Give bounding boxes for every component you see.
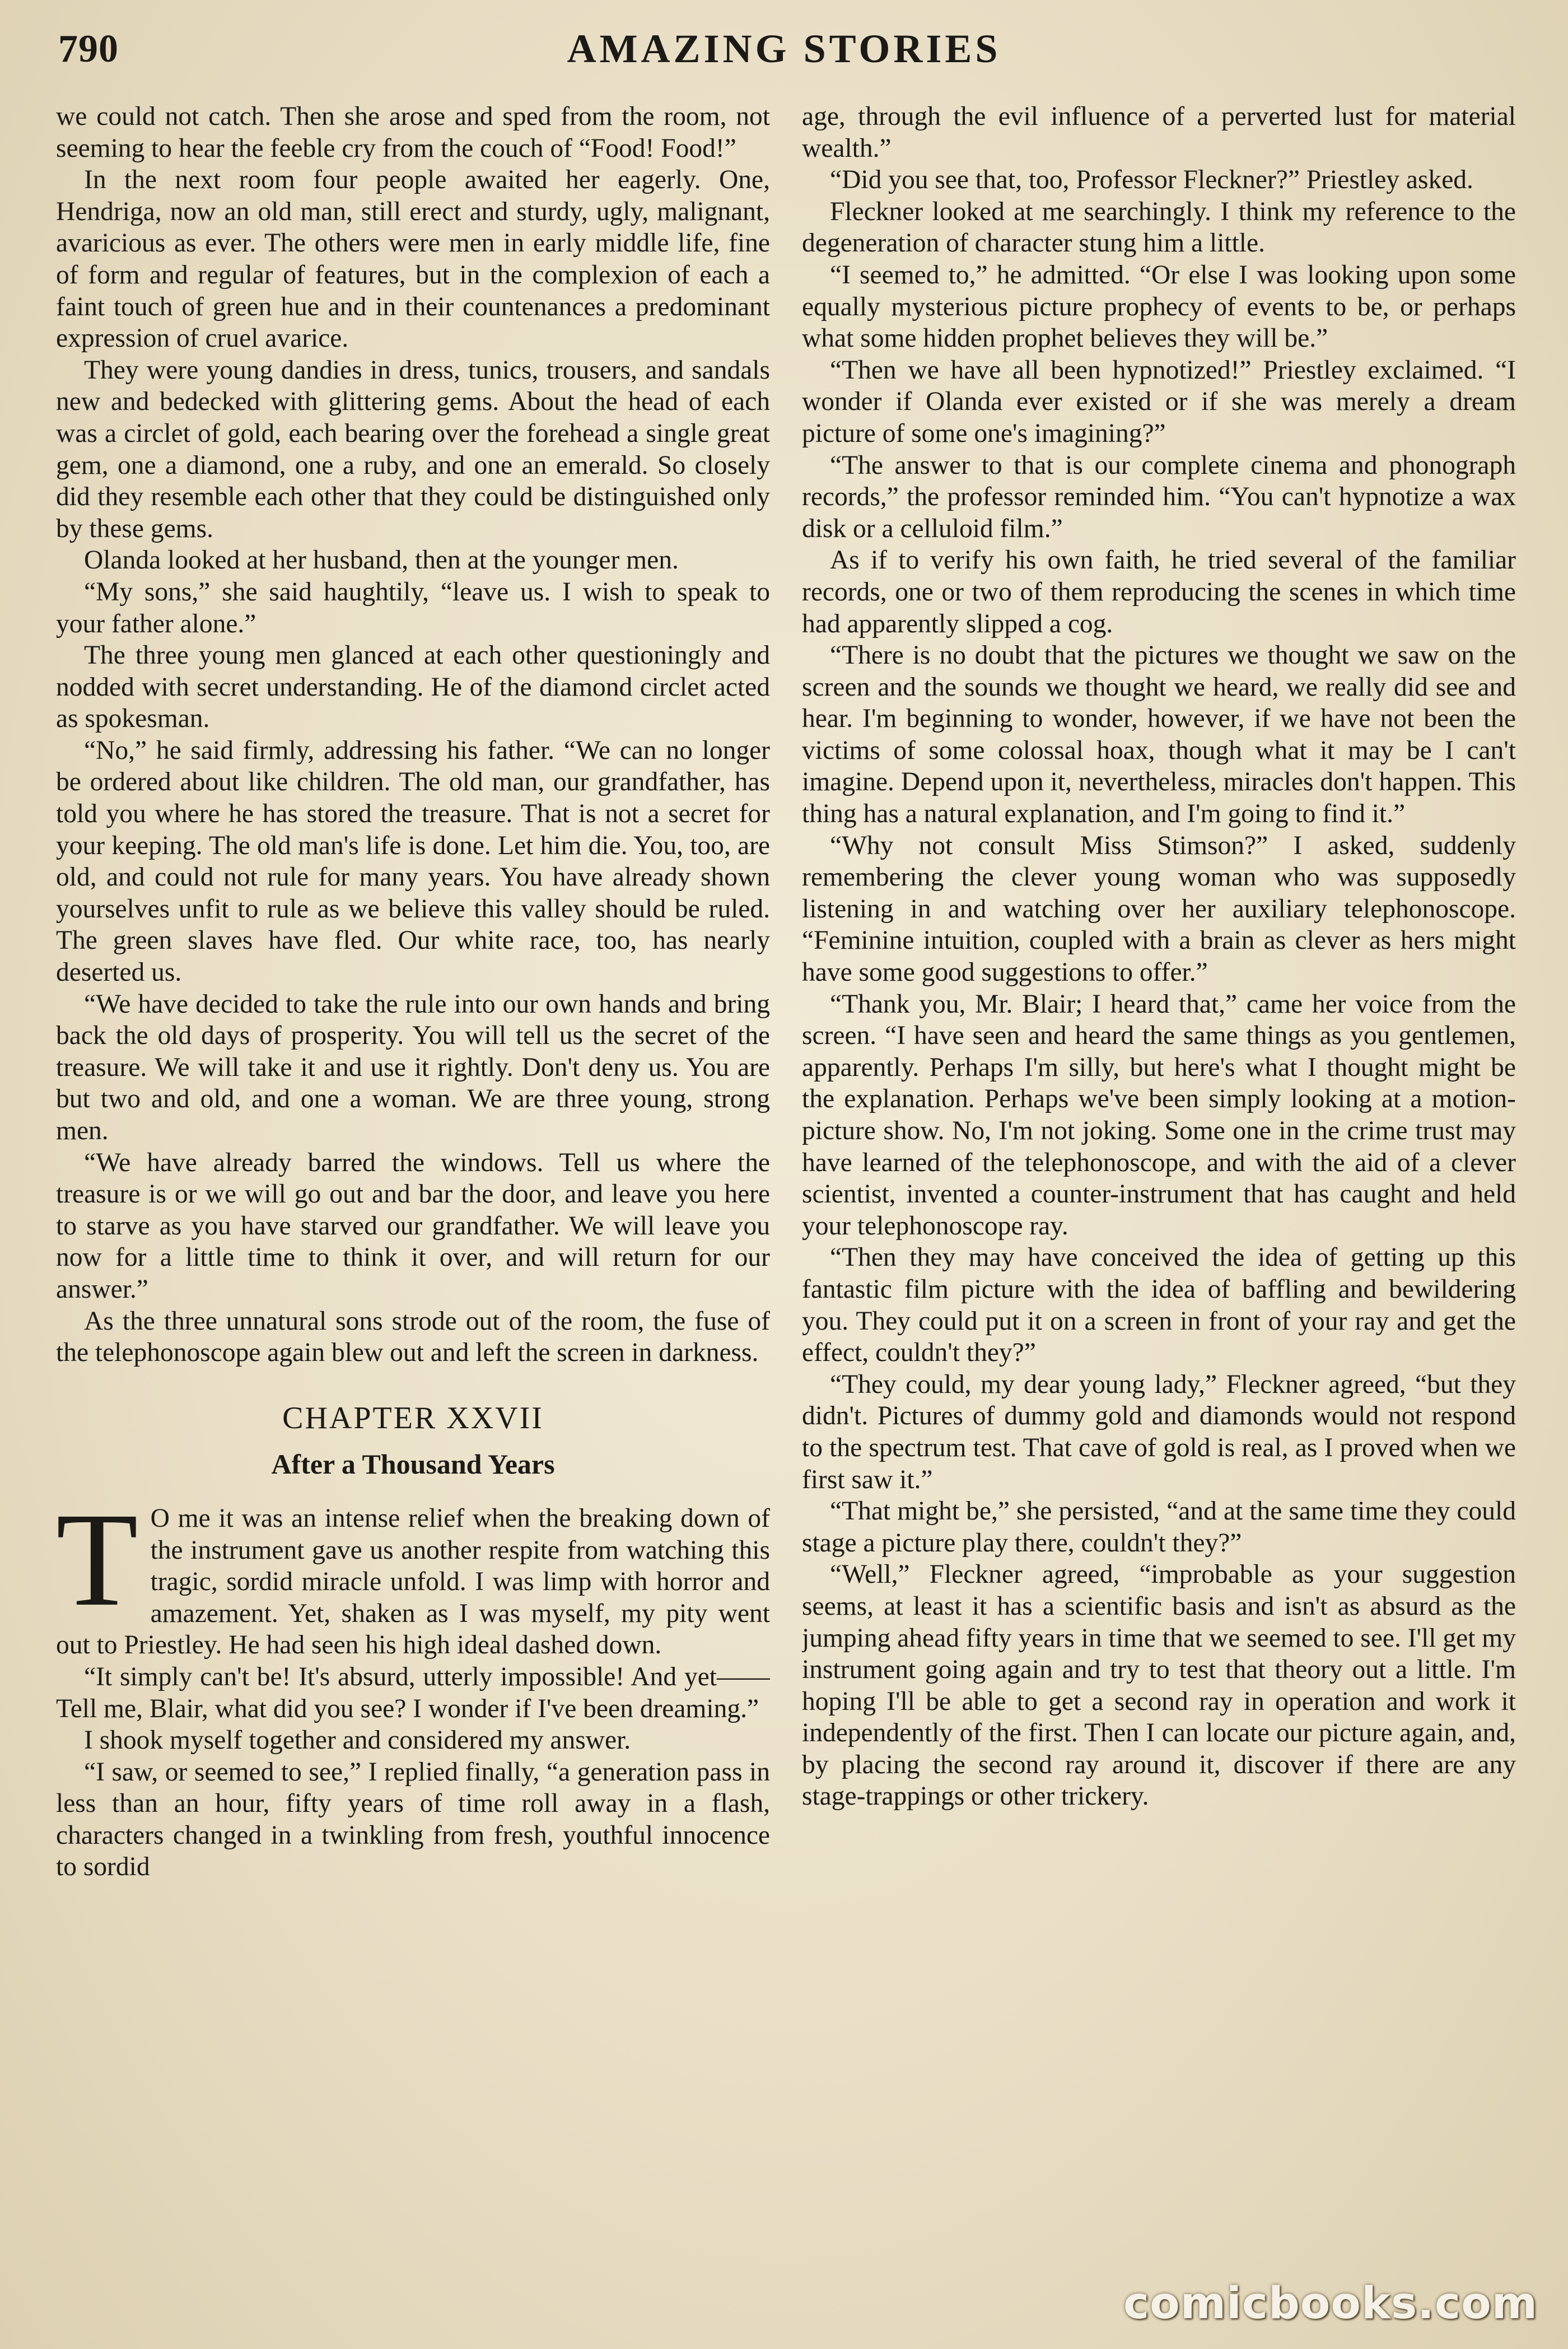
paragraph: The three young men glanced at each other questioningly and nodded with secret understanding. He of the diamond circlet acted as spokesman. <box>56 641 770 734</box>
paragraph: “I seemed to,” he admitted. “Or else I was looking upon some equally mysterious picture prophecy of events to be, or perhaps what some hidden prophet believes they will be.” <box>802 260 1516 353</box>
paragraph: “We have decided to take the rule into our own hands and bring back the old days of prosperity. You will tell us the secret of the treasure. We will take it and use it rightly. Don't deny us. You are but two and old, and one a woman. We are three young, strong men. <box>56 989 770 1145</box>
paragraph: “Did you see that, too, Professor Fleckner?” Priestley asked. <box>830 165 1473 195</box>
chapter-subtitle: After a Thousand Years <box>271 1448 555 1480</box>
drop-cap: T <box>56 1484 138 1634</box>
paragraph: “Well,” Fleckner agreed, “improbable as your suggestion seems, at least it has a scientific basis and isn't as absurd as the jumping ahead fifty years in time that we seemed to see. I'll get my instrument going again and try to test that theory out a little. I'm hoping I'll be able to get a second ray in operation and work it independently of the first. Then I can locate our picture again, and, by placing the second ray around it, discover if there are any stage-trappings or other trickery. <box>802 1560 1516 1811</box>
left-column <box>56 101 770 2313</box>
paragraph: They were young dandies in dress, tunics, trousers, and sandals new and bedecked with glittering gems. About the head of each was a circlet of gold, each bearing over the forehead a single great gem, one a diamond, one a ruby, and one an emerald. So closely did they resemble each other that they could be distinguished only by these gems. <box>56 355 770 543</box>
paragraph: age, through the evil influence of a perverted lust for material wealth.” <box>802 102 1516 163</box>
magazine-title: AMAZING STORIES <box>567 26 1001 71</box>
paragraph: As if to verify his own faith, he tried several of the familiar records, one or two of them reproducing the scenes in which time had apparently slipped a cog. <box>802 546 1516 638</box>
paragraph: “We have already barred the windows. Tell us where the treasure is or we will go out and bar the door, and leave you here to starve as you have starved our grandfather. We will leave you now for a little time to think it over, and will return for our answer.” <box>56 1148 770 1304</box>
paragraph: “Thank you, Mr. Blair; I heard that,” came her voice from the screen. “I have seen and heard the same things as you gentlemen, apparently. Perhaps I'm silly, but here's what I thought might be the explanation. Perhaps we've been simply looking at a motion-picture show. No, I'm not joking. Some one in the crime trust may have learned of the telephonoscope, and with the aid of a clever scientist, invented a counter-instrument that has caught and held your telephonoscope ray. <box>802 989 1516 1241</box>
paragraph: we could not catch. Then she arose and sped from the room, not seeming to hear the feeble cry from the couch of “Food! Food!” <box>56 102 770 163</box>
page-number: 790 <box>58 27 119 71</box>
watermark: comicbooks.com <box>1123 2278 1538 2329</box>
paragraph: Fleckner looked at me searchingly. I think my reference to the degeneration of character stung him a little. <box>802 197 1516 258</box>
paragraph: “The answer to that is our complete cinema and phonograph records,” the professor reminded him. “You can't hypnotize a wax disk or a celluloid film.” <box>802 450 1516 543</box>
paragraph: “I saw, or seemed to see,” I replied finally, “a generation pass in less than an hour, fifty years of time roll away in a flash, characters changed in a twinkling from fresh, youthful innocence to sordid <box>56 1757 770 1882</box>
chapter-heading: CHAPTER XXVII <box>282 1400 544 1436</box>
paragraph: “There is no doubt that the pictures we thought we saw on the screen and the sounds we thought we heard, we really did see and hear. I'm beginning to wonder, however, if we have not been the victims of some colossal hoax, though what it may be I can't imagine. Depend upon it, nevertheless, miracles don't happen. This thing has a natural explanation, and I'm going to find it.” <box>802 641 1516 829</box>
paragraph: “That might be,” she persisted, “and at the same time they could stage a picture play there, couldn't they?” <box>802 1497 1516 1558</box>
right-column <box>802 101 1516 2313</box>
paragraph: “Then they may have conceived the idea of getting up this fantastic film picture with the idea of baffling and bewildering you. They could put it on a screen in front of your ray and get the effect, couldn't they?” <box>802 1243 1516 1368</box>
drop-cap-paragraph <box>56 1484 770 1661</box>
paragraph: “They could, my dear young lady,” Fleckner agreed, “but they didn't. Pictures of dummy gold and diamonds would not respond to the spectrum test. That cave of gold is real, as I proved when we first saw it.” <box>802 1369 1516 1494</box>
paragraph: Olanda looked at her husband, then at the younger men. <box>84 546 679 575</box>
paragraph: “My sons,” she said haughtily, “leave us. I wish to speak to your father alone.” <box>56 577 770 638</box>
paragraph-text: O me it was an intense relief when the breaking down of the instrument gave us another respite from watching this tragic, sordid miracle unfold. I was limp with horror and amazement. Yet, shaken as I was myself, my pity went out to Priestley. He had seen his high ideal dashed down. <box>56 1503 770 1660</box>
paragraph: “It simply can't be! It's absurd, utterly impossible! And yet—— Tell me, Blair, what did you see? I wonder if I've been dreaming.” <box>56 1662 770 1723</box>
paragraph: “Why not consult Miss Stimson?” I asked, suddenly remembering the clever young woman who was supposedly listening in and watching over her auxiliary telephonoscope. “Feminine intuition, coupled with a brain as clever as hers might have some good suggestions to offer.” <box>802 831 1516 987</box>
paragraph: I shook myself together and considered my answer. <box>84 1726 631 1755</box>
paragraph: In the next room four people awaited her eagerly. One, Hendriga, now an old man, still erect and sturdy, ugly, malignant, avaricious as ever. The others were men in early middle life, fine of form and regular of features, but in the complexion of each a faint touch of green hue and in their countenances a predominant expression of cruel avarice. <box>56 165 770 353</box>
paragraph: “Then we have all been hypnotized!” Priestley exclaimed. “I wonder if Olanda ever existed or if she was merely a dream picture of some one's imagining?” <box>802 355 1516 448</box>
paragraph: “No,” he said firmly, addressing his father. “We can no longer be ordered about like children. The old man, our grandfather, has told you where he has stored the treasure. That is not a secret for your keeping. The old man's life is done. Let him die. You, too, are old, and could not rule for many years. You have already shown yourselves unfit to rule as we believe this valley should be ruled. The green slaves have fled. Our white race, too, has nearly deserted us. <box>56 735 770 987</box>
paragraph: As the three unnatural sons strode out of the room, the fuse of the telephonoscope again blew out and left the screen in darkness. <box>56 1306 770 1368</box>
